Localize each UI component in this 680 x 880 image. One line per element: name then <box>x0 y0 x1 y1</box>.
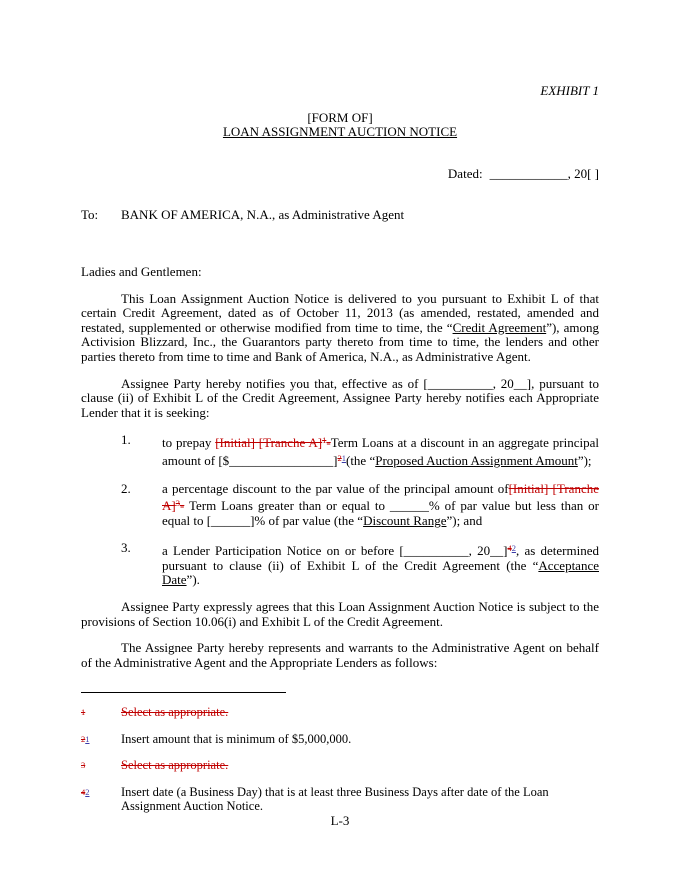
dated-line <box>81 167 599 182</box>
footnote-separator <box>81 692 286 693</box>
footnote-4 <box>81 785 599 814</box>
footnote-text-2: Insert amount that is minimum of $5,000,000. <box>121 731 352 746</box>
list-text-3: a Lender Participation Notice on or before [__________, 20__]$^{42}$, as determined pursuant to clause (ii) of Exhibit L of the Credit Agreement (the “Acceptance Date”). <box>162 543 599 588</box>
footnote-marker-4: 42 <box>81 786 90 797</box>
paragraph-representations: The Assignee Party hereby represents and warrants to the Administrative Agent on behalf of the Administrative Agent and the Appropriate Lenders as follows: <box>81 640 599 670</box>
paragraph-effective-notice: Assignee Party hereby notifies you that, effective as of [__________, 20__], pursuant to clause (ii) of Exhibit L of the Credit Agreement, Assignee Party hereby notifies each Appropriate Lender that it is seeking: <box>81 375 599 420</box>
footnote-marker-2: 21 <box>81 733 90 744</box>
form-of-line: [FORM OF] <box>307 109 373 125</box>
dated-label: Dated: <box>447 165 483 181</box>
footnote-marker-1: 1 <box>81 707 86 718</box>
footnote-text-1: Select as appropriate. <box>121 705 229 720</box>
list-number-1: 1. <box>121 432 131 448</box>
list-number-3: 3. <box>121 540 131 556</box>
exhibit-label: EXHIBIT 1 <box>540 83 599 98</box>
page-number: L-3 <box>330 813 350 828</box>
list-item-3 <box>81 541 599 588</box>
footnote-marker-3: 3 <box>81 760 86 771</box>
paragraph-subject-to-provisions: Assignee Party expressly agrees that this Loan Assignment Auction Notice is subject to the provisions of Section 10.06(i) and Exhibit L of the Credit Agreement. <box>81 599 599 629</box>
list-text-2: a percentage discount to the par value of the principal amount of[Initial] [Tranche A]$^3$- Term Loans greater than or equal to ______% of par value but less than or equal to [______]% of par value (the “Discount Range”); and <box>162 480 599 528</box>
footnote-text-3: Select as appropriate. <box>121 758 229 773</box>
footnote-text-4: Insert date (a Business Day) that is at least three Business Days after date of the Loan Assignment Auction Notice. <box>121 784 549 814</box>
footnote-1 <box>81 705 599 720</box>
list-text-1: to prepay [Initial] [Tranche A]$^1$-Term Loans at a discount in an aggregate principal amount of [$________________]$^{21}$(the “Proposed Auction Assignment Amount”); <box>162 435 599 468</box>
footnote-2 <box>81 732 599 747</box>
recipient-value: BANK OF AMERICA, N.A., as Administrative Agent <box>121 207 405 223</box>
recipient-line <box>81 208 599 223</box>
list-item-2 <box>81 482 599 529</box>
document-title: LOAN ASSIGNMENT AUCTION NOTICE <box>222 124 458 140</box>
list-item-1 <box>81 433 599 468</box>
list-number-2: 2. <box>121 480 131 496</box>
recipient-label: To: <box>81 207 99 223</box>
salutation: Ladies and Gentlemen: <box>81 263 202 279</box>
footnote-3 <box>81 758 599 773</box>
dated-blank: ____________, 20[ ] <box>489 165 599 181</box>
paragraph-credit-agreement: This Loan Assignment Auction Notice is delivered to you pursuant to Exhibit L of that certain Credit Agreement, dated as of October 11, 2013 (as amended, restated, amended and restated, supplemented or otherwise modified from time to time, the “Credit Agreement”), among Activision Blizzard, Inc., the Guarantors party thereto from time to time, the lenders and other parties thereto from time to time and Bank of America, N.A., as Administrative Agent. <box>81 290 600 364</box>
